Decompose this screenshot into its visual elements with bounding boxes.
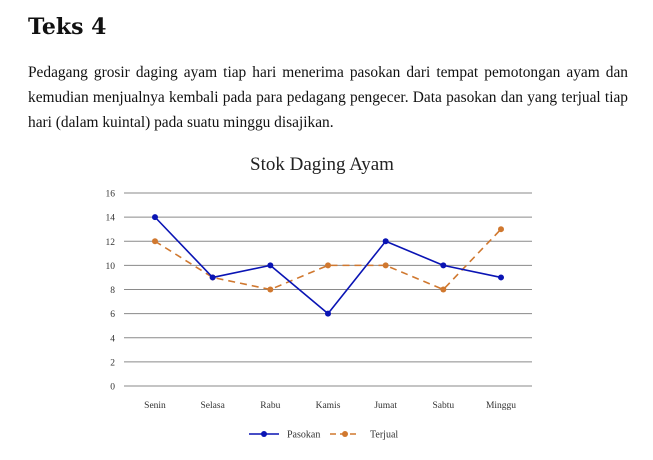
- intro-paragraph: Pedagang grosir daging ayam tiap hari menerima pasokan dari tempat pemotongan ayam dan kemudian menjualnya kembali pada para pedagang pengecer. Data pasokan dan yang terjual tiap hari (dalam kuintal) pada suatu minggu disajikan.: [28, 64, 628, 131]
- point-pasokan-minggu: [498, 274, 504, 280]
- series-line-terjual: [155, 229, 501, 289]
- chart-title: Stok Daging Ayam: [250, 154, 394, 175]
- y-tick-label-8: 8: [110, 286, 115, 296]
- point-terjual-senin: [152, 238, 158, 244]
- x-tick-label-kamis: Kamis: [315, 401, 341, 411]
- x-tick-label-selasa: Selasa: [200, 401, 225, 411]
- point-pasokan-rabu: [267, 262, 273, 268]
- point-terjual-rabu: [267, 287, 273, 293]
- point-pasokan-sabtu: [440, 262, 446, 268]
- point-pasokan-kamis: [325, 311, 331, 317]
- y-tick-label-6: 6: [110, 310, 115, 321]
- point-terjual-kamis: [325, 262, 331, 268]
- point-pasokan-senin: [152, 214, 158, 220]
- y-axis-ticks: [106, 190, 116, 393]
- point-terjual-minggu: [498, 226, 504, 232]
- y-tick-label-12: 12: [105, 237, 115, 248]
- y-tick-label-16: 16: [105, 189, 115, 200]
- x-tick-label-sabtu: Sabtu: [432, 401, 455, 411]
- point-pasokan-jumat: [383, 238, 389, 244]
- point-terjual-jumat: [383, 262, 389, 268]
- x-axis-ticks: [144, 401, 516, 411]
- x-tick-label-minggu: Minggu: [485, 401, 517, 411]
- legend-label-terjual: Terjual: [370, 429, 399, 441]
- y-tick-label-10: 10: [105, 261, 115, 272]
- chart-legend: [249, 430, 398, 441]
- legend-label-pasokan: Pasokan: [287, 429, 321, 441]
- series-terjual: [152, 226, 504, 292]
- y-tick-label-2: 2: [110, 358, 115, 369]
- legend-marker-terjual: [342, 431, 348, 437]
- section-heading: Teks 4: [28, 14, 107, 40]
- y-tick-label-0: 0: [110, 382, 115, 393]
- y-tick-label-4: 4: [110, 334, 115, 345]
- x-tick-label-jumat: Jumat: [374, 401, 398, 411]
- point-pasokan-selasa: [210, 274, 216, 280]
- y-tick-label-14: 14: [105, 213, 115, 224]
- x-tick-label-rabu: Rabu: [260, 401, 281, 411]
- legend-marker-pasokan: [261, 431, 267, 437]
- x-tick-label-senin: Senin: [144, 401, 166, 411]
- point-terjual-sabtu: [440, 287, 446, 293]
- chart-gridlines: [124, 193, 532, 386]
